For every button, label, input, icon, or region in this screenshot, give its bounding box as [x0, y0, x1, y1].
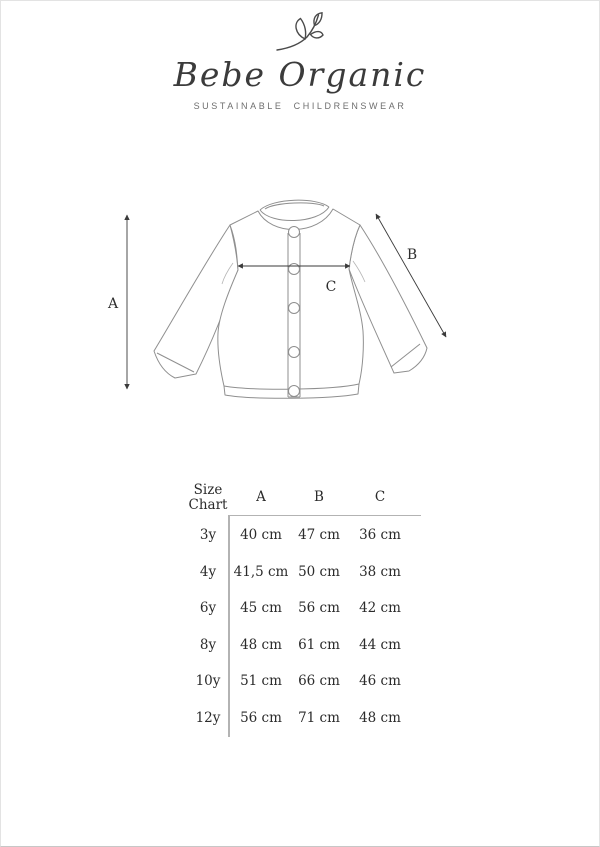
size-cell: 4y [199, 564, 217, 580]
jacket-collar [260, 200, 329, 220]
value-cell-c: 38 cm [359, 564, 401, 580]
column-header-b: B [314, 489, 324, 505]
size-chart-title: Size Chart [188, 482, 228, 513]
column-header-a: A [256, 489, 266, 505]
leaf-sprig-icon [275, 12, 325, 54]
value-cell-c: 46 cm [359, 673, 401, 689]
size-cell: 12y [195, 710, 221, 726]
value-cell-b: 71 cm [298, 710, 340, 726]
value-cell-c: 44 cm [359, 637, 401, 653]
garment-diagram [96, 193, 461, 413]
measure-label-a: A [107, 296, 119, 312]
brand-name: Bebe Organic [173, 55, 427, 94]
value-cell-a: 51 cm [240, 673, 282, 689]
size-cell: 8y [199, 637, 217, 653]
value-cell-b: 66 cm [298, 673, 340, 689]
value-cell-b: 50 cm [298, 564, 340, 580]
value-cell-c: 36 cm [359, 527, 401, 543]
size-cell: 10y [195, 673, 221, 689]
value-cell-a: 56 cm [240, 710, 282, 726]
column-header-c: C [374, 489, 386, 505]
value-cell-b: 56 cm [298, 600, 340, 616]
value-cell-b: 61 cm [298, 637, 340, 653]
value-cell-b: 47 cm [298, 527, 340, 543]
size-cell: 3y [199, 527, 217, 543]
value-cell-a: 40 cm [240, 527, 282, 543]
value-cell-a: 48 cm [240, 637, 282, 653]
table-horizontal-rule [228, 515, 421, 516]
value-cell-c: 42 cm [359, 600, 401, 616]
brand-tagline: SUSTAINABLE CHILDRENSWEAR [193, 101, 407, 111]
value-cell-a: 45 cm [240, 600, 282, 616]
measure-label-b: B [406, 247, 418, 263]
table-vertical-rule [228, 515, 230, 737]
measure-label-c: C [325, 279, 337, 295]
size-cell: 6y [199, 600, 217, 616]
value-cell-a: 41,5 cm [233, 564, 289, 580]
value-cell-c: 48 cm [359, 710, 401, 726]
